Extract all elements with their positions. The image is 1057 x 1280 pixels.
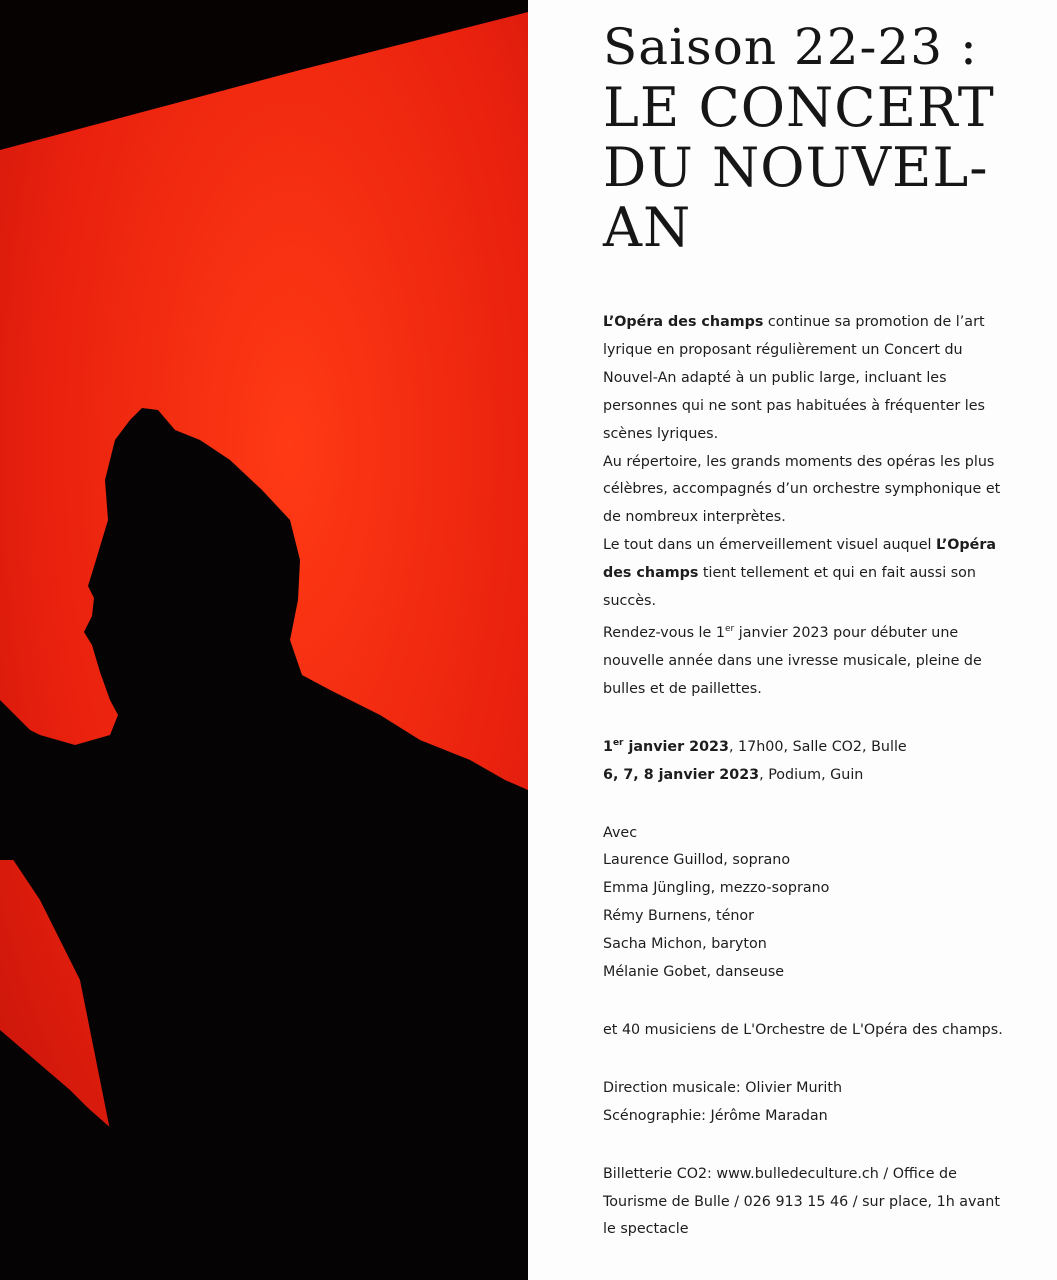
cast-heading: Avec bbox=[603, 824, 638, 841]
intro-paragraph-3: Le tout dans un émerveillement visuel auquel L’Opéra des champs tient tellement et qui en fait aussi son succès. bbox=[603, 537, 997, 610]
company-name: L’Opéra des champs bbox=[603, 314, 764, 330]
cast-member: Rémy Burnens, ténor bbox=[603, 908, 755, 925]
company-name: L’Opéra des champs bbox=[603, 537, 997, 582]
intro-paragraph-1: L’Opéra des champs continue sa promotion de l’art lyrique en proposant régulièrement un Concert du Nouvel-An adapté à un public large, incluant les personnes qui ne sont pas habituées à fréquenter les scènes lyriques. bbox=[603, 314, 986, 442]
ticketing-info: Billetterie CO2: www.bulledeculture.ch / Office de Tourisme de Bulle / 026 913 15 46 / sur place, 1h avant le spectacle bbox=[603, 1165, 1000, 1238]
title-season: Saison 22-23 : bbox=[603, 18, 978, 76]
cast-member: Laurence Guillod, soprano bbox=[603, 852, 791, 869]
date-line-1: 1er janvier 2023, 17h00, Salle CO2, Bulle bbox=[603, 737, 907, 755]
article-body bbox=[603, 309, 1003, 1244]
orchestra-note: et 40 musiciens de L'Orchestre de L'Opéra des champs. bbox=[603, 1021, 1003, 1038]
credit-line: Scénographie: Jérôme Maradan bbox=[603, 1107, 828, 1124]
credit-line: Direction musicale: Olivier Murith bbox=[603, 1079, 843, 1096]
cast-member: Sacha Michon, baryton bbox=[603, 936, 767, 953]
cast-member: Mélanie Gobet, danseuse bbox=[603, 964, 785, 981]
intro-paragraph-2: Au répertoire, les grands moments des opéras les plus célèbres, accompagnés d’un orchestre symphonique et de nombreux interprètes. bbox=[603, 453, 1001, 526]
title-event: LE CONCERT DU NOUVEL-AN bbox=[603, 76, 995, 259]
date-line-2: 6, 7, 8 janvier 2023, Podium, Guin bbox=[603, 766, 864, 783]
page-title bbox=[603, 16, 1023, 258]
intro-paragraph-4: Rendez-vous le 1er janvier 2023 pour débuter une nouvelle année dans une ivresse musicale, pleine de bulles et de paillettes. bbox=[603, 623, 982, 697]
hero-photo bbox=[0, 0, 528, 1280]
silhouette-photo-icon bbox=[0, 0, 528, 1280]
cast-member: Emma Jüngling, mezzo-soprano bbox=[603, 880, 830, 897]
